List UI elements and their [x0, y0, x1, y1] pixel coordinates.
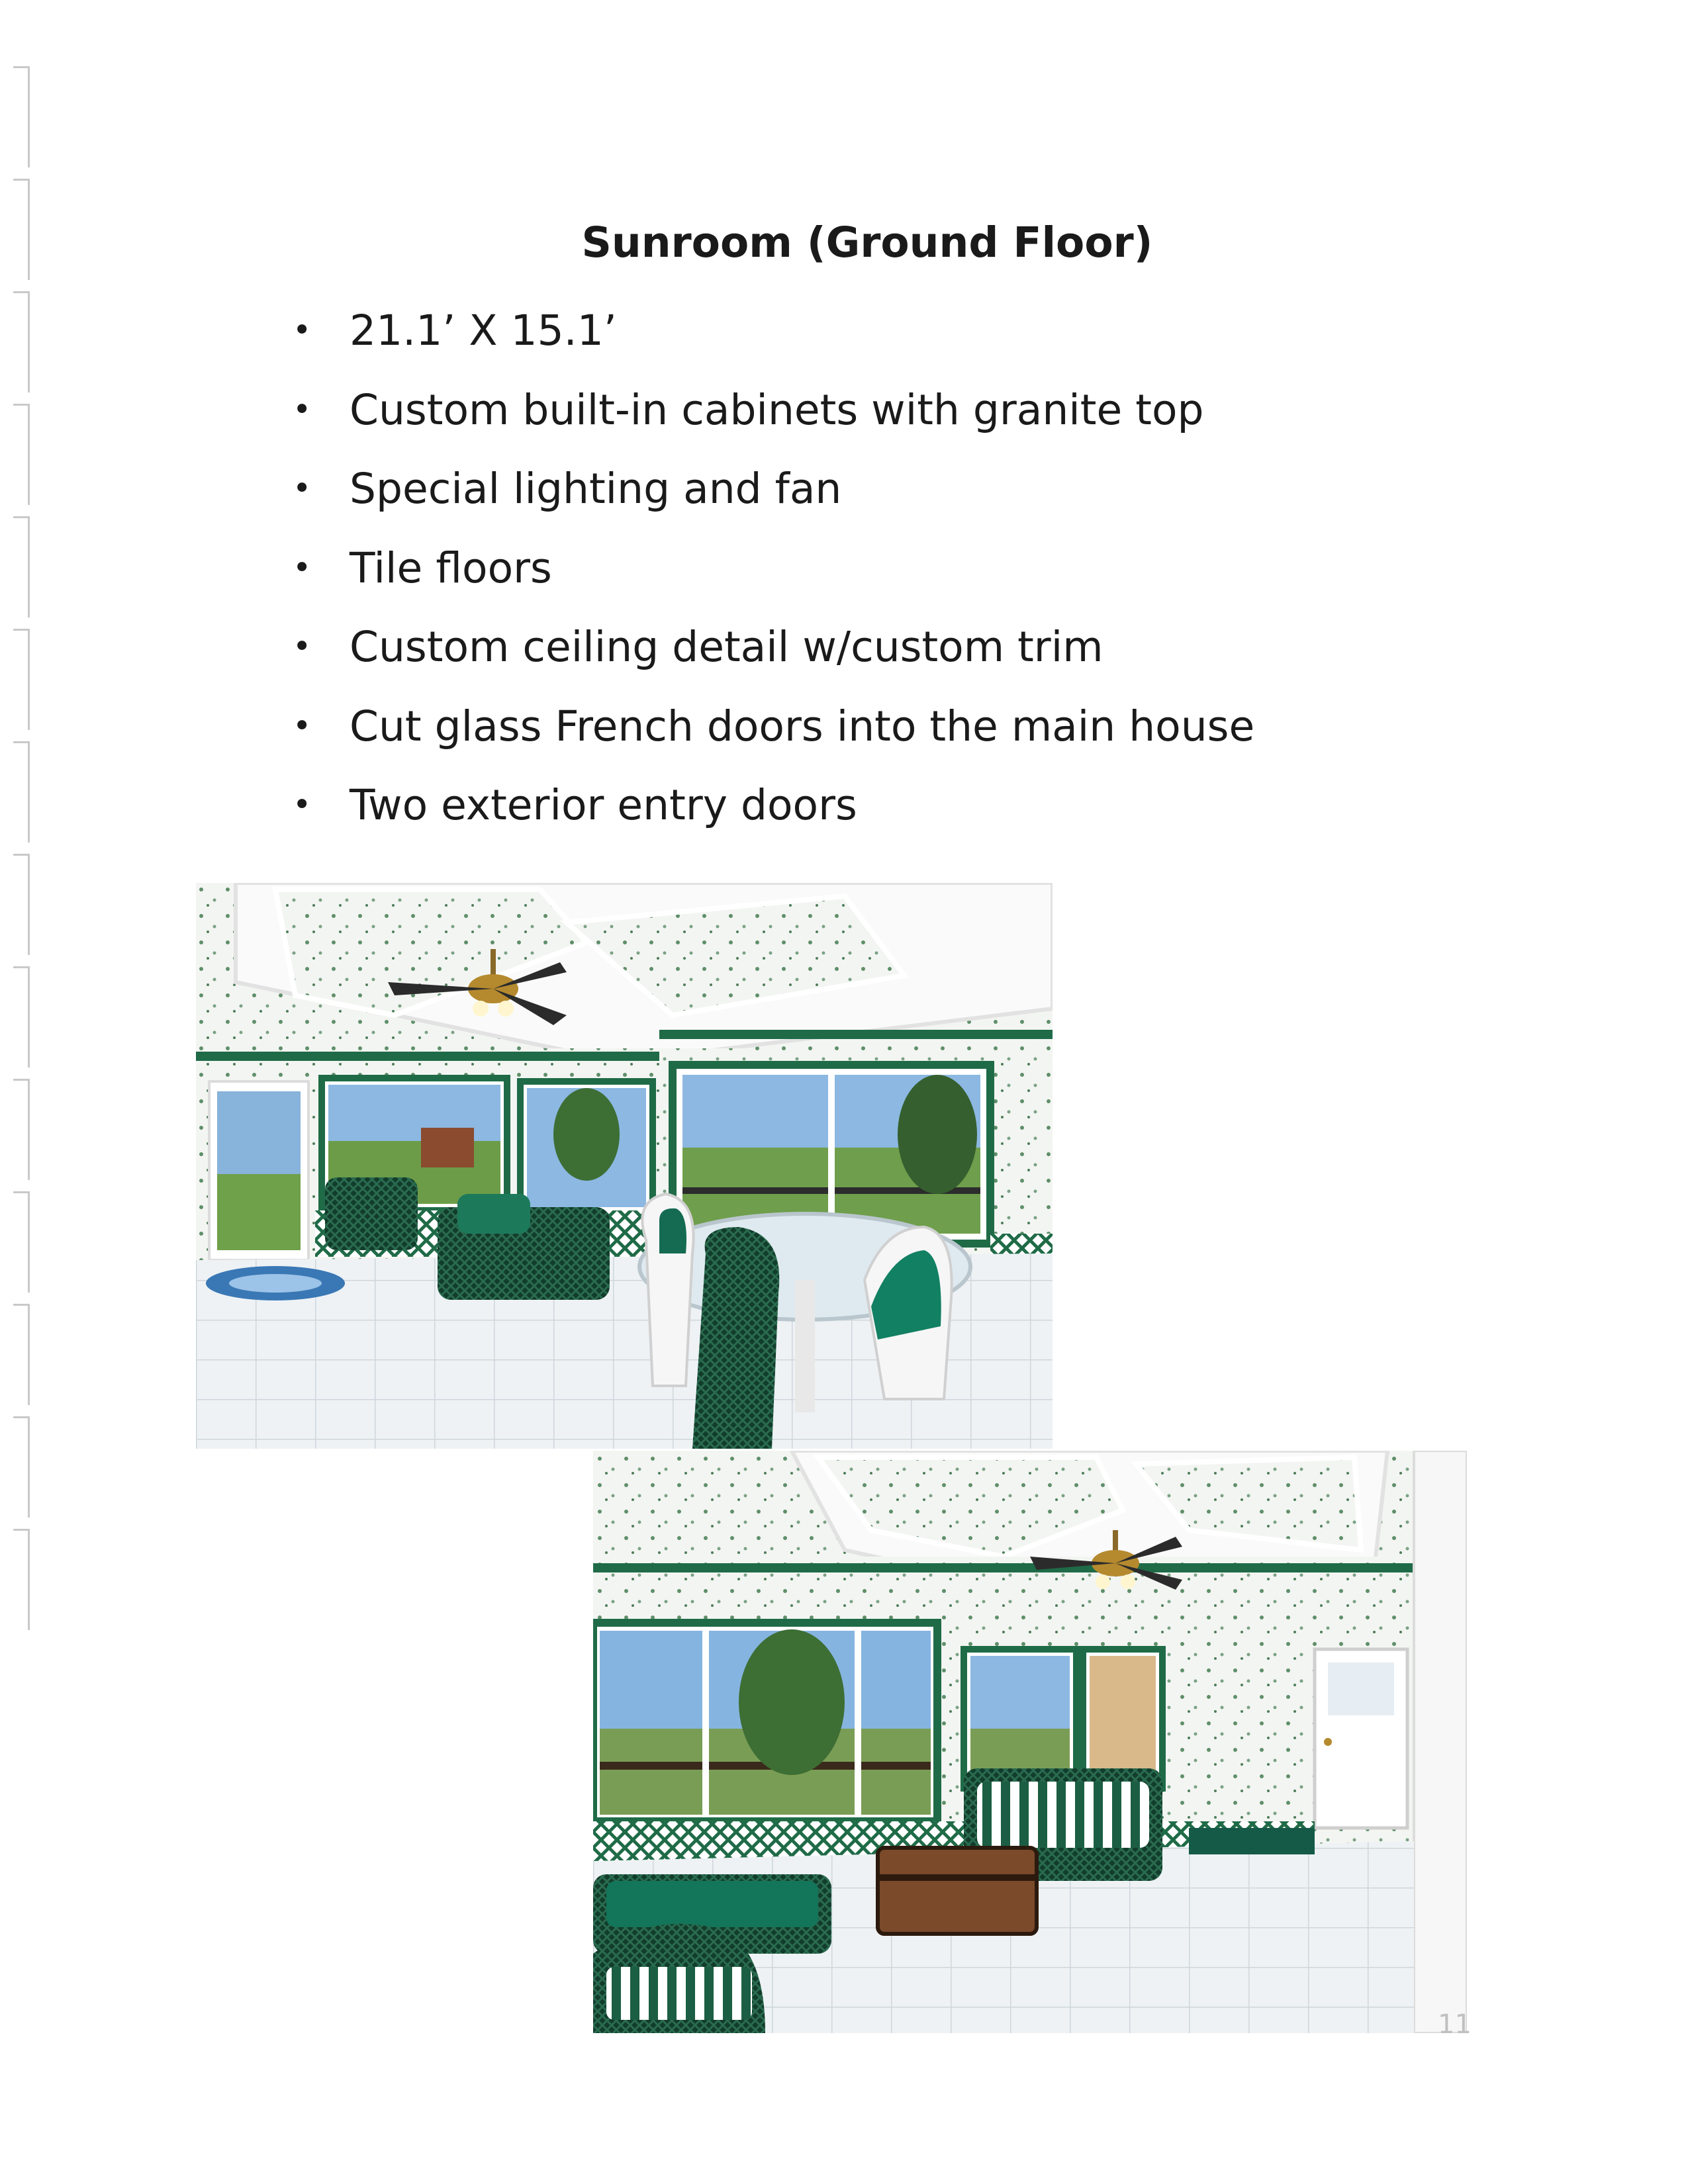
feature-text: Custom built-in cabinets with granite top	[350, 385, 1204, 434]
feature-item	[286, 371, 1254, 450]
feature-list	[286, 291, 1254, 845]
bullet-icon: •	[293, 390, 312, 428]
page-number: 11	[1438, 2009, 1472, 2040]
feature-text: Cut glass French doors into the main house	[350, 702, 1255, 751]
feature-item	[286, 608, 1254, 687]
feature-text: Custom ceiling detail w/custom trim	[350, 623, 1103, 671]
bullet-icon: •	[293, 549, 312, 586]
feature-item	[286, 291, 1254, 371]
bullet-icon: •	[293, 312, 312, 349]
bullet-icon: •	[293, 470, 312, 507]
feature-text: 21.1’ X 15.1’	[350, 306, 617, 355]
feature-item	[286, 449, 1254, 529]
sunroom-photo-sitting	[593, 1451, 1467, 2033]
bullet-icon: •	[293, 628, 312, 665]
feature-item	[286, 766, 1254, 845]
bullet-icon: •	[293, 786, 312, 823]
binder-hole-marks	[13, 53, 33, 1674]
bullet-icon: •	[293, 707, 312, 745]
feature-text: Special lighting and fan	[350, 465, 842, 513]
page-title: Sunroom (Ground Floor)	[581, 218, 1153, 267]
feature-text: Two exterior entry doors	[350, 781, 857, 829]
sunroom-photo-dining	[196, 883, 1053, 1449]
feature-item	[286, 529, 1254, 608]
feature-item	[286, 687, 1254, 766]
feature-text: Tile floors	[350, 543, 552, 592]
